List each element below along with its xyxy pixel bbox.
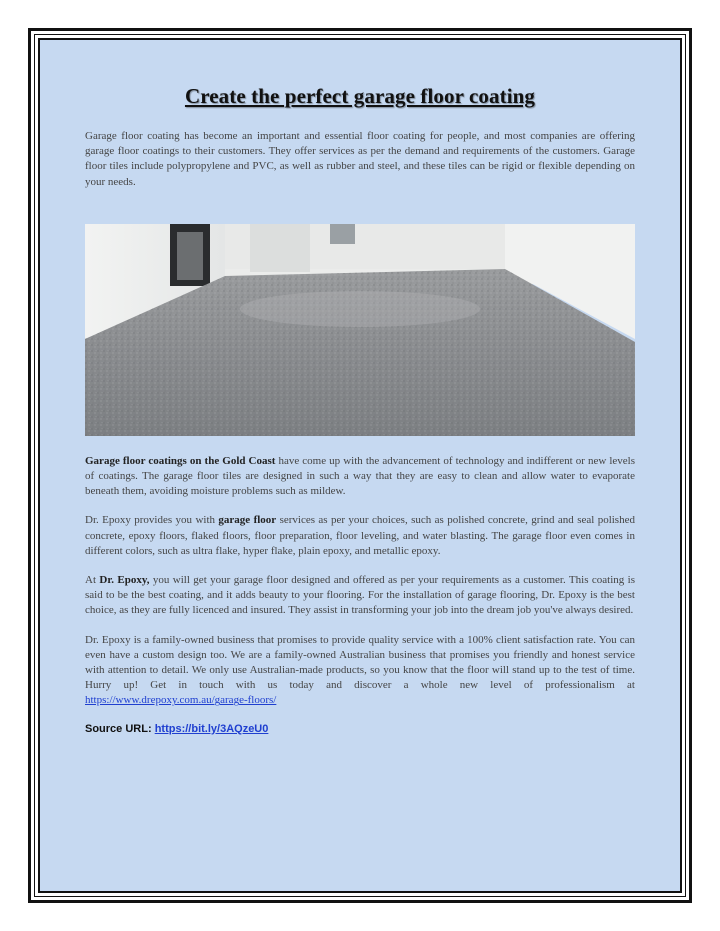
source-url — [85, 723, 635, 735]
gold-coast-paragraph: Garage floor coatings on the Gold Coast have come up with the advancement of technology and indifferent or new levels of coatings. The garage floor tiles are designed in such a way that they are easy to clean and allow water to evaporate beneath them, avoiding moisture problems such as mildew. — [85, 454, 635, 498]
dr-epoxy-keyword: Dr. Epoxy, — [99, 574, 150, 587]
drepoxy-link[interactable]: https://www.drepoxy.com.au/garage-floors/ — [85, 694, 277, 707]
document-title: Create the perfect garage floor coating — [184, 84, 536, 108]
family-business-paragraph: Dr. Epoxy is a family-owned business that promises to provide quality service with a 100% client satisfaction rate. You can even have a custom design too. We are a family-owned Australian business that promises you friendly and honest service with attention to detail. We only use Australian-made products, so you know that the floor will stand up to the test of time. Hurry up! Get in touch with us today and discover a whole new level of professionalism at https://www.drepoxy.com.au/garage-floors/ — [85, 633, 635, 707]
source-label: Source URL: — [85, 722, 155, 735]
garage-floor-photo — [85, 224, 635, 436]
gold-coast-keyword: Garage floor coatings on the Gold Coast — [85, 454, 276, 467]
garage-floor-keyword: garage floor — [218, 514, 277, 527]
intro-paragraph: Garage floor coating has become an important and essential floor coating for people, and most companies are offering garage floor coatings to their customers. They offer services as per the demand and requirements of the customers. Garage floor tiles include polypropylene and PVC, as well as rubber and steel, and these tiles can be rigid or flexible depending on your needs. — [85, 130, 635, 188]
dr-epoxy-paragraph: At Dr. Epoxy, you will get your garage floor designed and offered as per your requirements as a customer. This coating is said to be the best coating, and it adds beauty to your flooring. For the installation of garage flooring, Dr. Epoxy is the best choice, as they are fully licenced and insured. They assist in transforming your job into the dream job you've always desired. — [85, 574, 635, 617]
services-paragraph: Dr. Epoxy provides you with garage floor services as per your choices, such as polished concrete, grind and seal polished concrete, epoxy floors, flaked floors, floor preparation, floor leveling, and water blasting. The garage floor even comes in different colors, such as ultra flake, hyper flake, plain epoxy, and metallic epoxy. — [85, 514, 635, 557]
document-body — [85, 84, 635, 735]
source-link[interactable]: https://bit.ly/3AQzeU0 — [154, 722, 269, 735]
